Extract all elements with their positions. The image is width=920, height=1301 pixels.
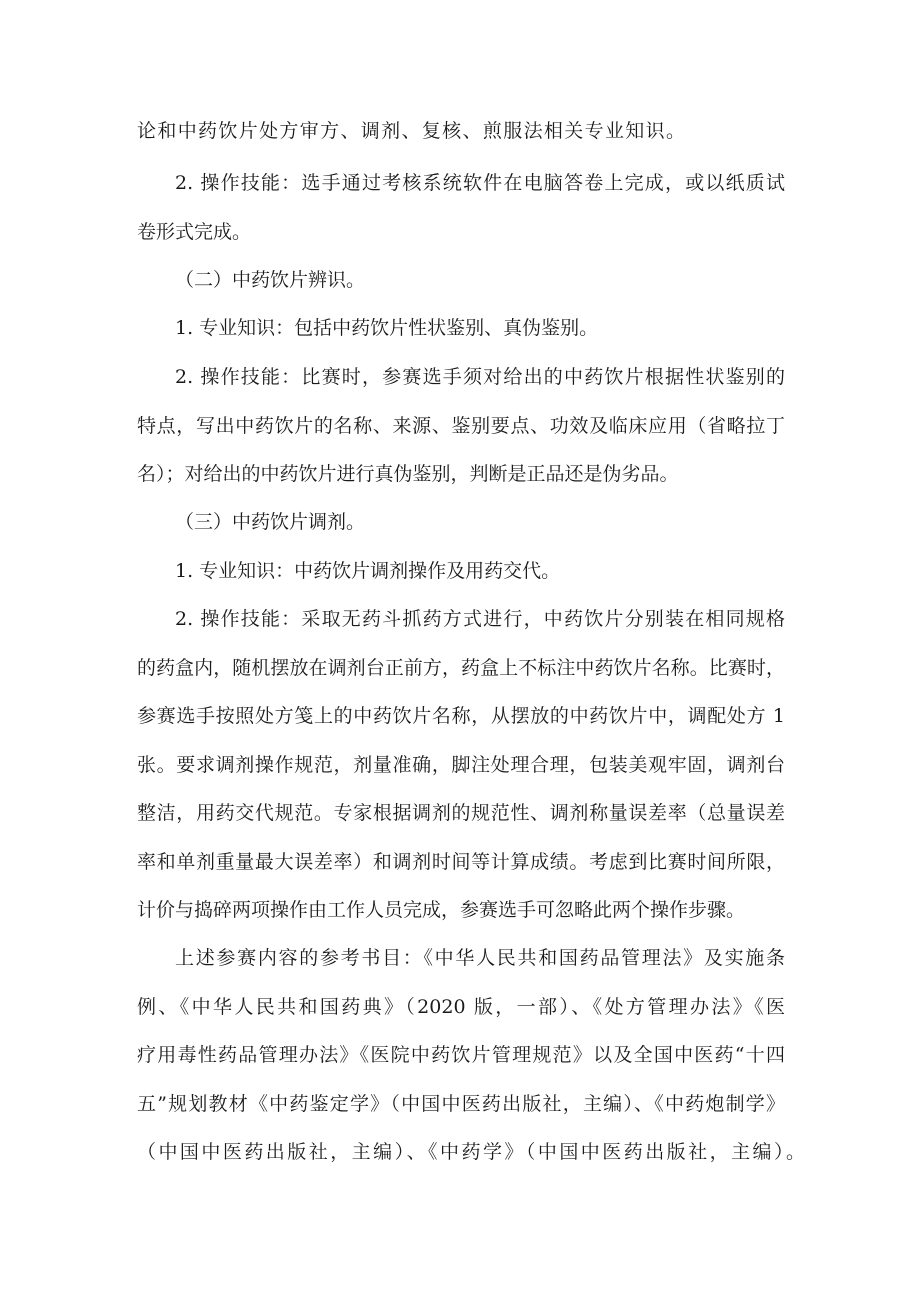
text-line-12: 的药盒内，随机摆放在调剂台正前方，药盒上不标注中药饮片名称。比赛时， bbox=[137, 657, 785, 679]
text-line-22: （中国中医药出版社，主编）、《中药学》（中国中医药出版社，主编）。 bbox=[137, 1141, 805, 1163]
text-line-19: 例、《中华人民共和国药典》（2020 版，一部）、《处方管理办法》《医 bbox=[137, 996, 785, 1018]
text-line-2: 2. 操作技能：选手通过考核系统软件在电脑答卷上完成，或以纸质试 bbox=[175, 172, 785, 194]
text-line-16: 率和单剂重量最大误差率）和调剂时间等计算成绩。考虑到比赛时间所限， bbox=[137, 851, 785, 873]
text-line-14: 张。要求调剂操作规范，剂量准确，脚注处理合理，包装美观牢固，调剂台 bbox=[137, 754, 785, 776]
section-heading-2: （二）中药饮片辨识。 bbox=[175, 269, 366, 291]
text-line-6: 2. 操作技能：比赛时，参赛选手须对给出的中药饮片根据性状鉴别的 bbox=[175, 366, 785, 388]
text-line-18: 上述参赛内容的参考书目：《中华人民共和国药品管理法》及实施条 bbox=[175, 947, 785, 969]
section-heading-3: （三）中药饮片调剂。 bbox=[175, 511, 366, 533]
text-line-13: 参赛选手按照处方笺上的中药饮片名称，从摆放的中药饮片中，调配处方 1 bbox=[137, 705, 785, 727]
text-line-7: 特点，写出中药饮片的名称、来源、鉴别要点、功效及临床应用（省略拉丁 bbox=[137, 415, 785, 437]
text-line-8: 名）；对给出的中药饮片进行真伪鉴别，判断是正品还是伪劣品。 bbox=[137, 463, 679, 485]
text-line-20: 疗用毒性药品管理办法》《医院中药饮片管理规范》以及全国中医药“十四 bbox=[137, 1044, 785, 1066]
text-line-21: 五”规划教材《中药鉴定学》（中国中医药出版社，主编）、《中药炮制学》 bbox=[137, 1093, 785, 1115]
text-line-5: 1. 专业知识：包括中药饮片性状鉴别、真伪鉴别。 bbox=[175, 317, 599, 339]
text-line-15: 整洁，用药交代规范。专家根据调剂的规范性、调剂称量误差率（总量误差 bbox=[137, 802, 785, 824]
text-line-1: 论和中药饮片处方审方、调剂、复核、煎服法相关专业知识。 bbox=[137, 120, 685, 142]
text-line-17: 计价与捣碎两项操作由工作人员完成，参赛选手可忽略此两个操作步骤。 bbox=[137, 899, 746, 921]
text-line-3: 卷形式完成。 bbox=[137, 221, 252, 243]
text-line-10: 1. 专业知识：中药饮片调剂操作及用药交代。 bbox=[175, 560, 561, 582]
text-line-11: 2. 操作技能：采取无药斗抓药方式进行，中药饮片分别装在相同规格 bbox=[175, 608, 785, 630]
